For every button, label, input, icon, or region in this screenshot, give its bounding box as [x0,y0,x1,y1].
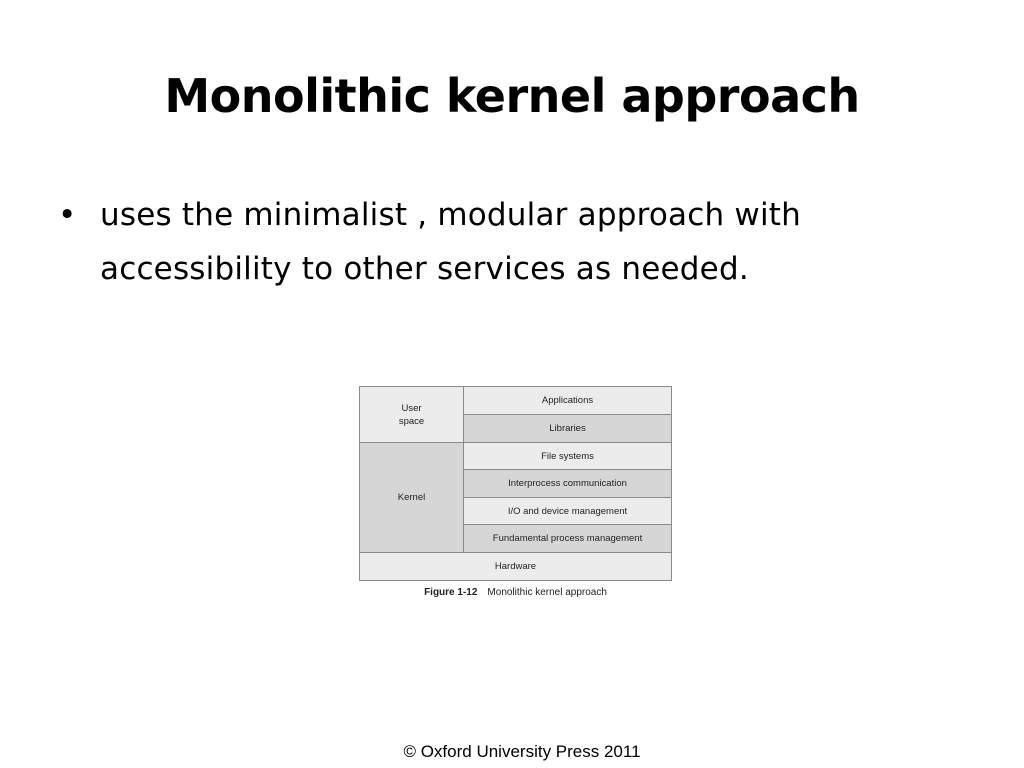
layer-interprocess-communication: Interprocess communication [464,470,671,498]
user-space-cell: User space [360,387,464,443]
copyright-footer: © Oxford University Press 2011 [403,742,641,761]
figure-caption [359,587,672,598]
slide-title: Monolithic kernel approach [164,69,860,123]
bullet-text: uses the minimalist , modular approach with accessibility to other services as needed. [100,197,801,287]
layer-hardware: Hardware [360,553,671,580]
kernel-figure [359,386,672,598]
layer-libraries: Libraries [464,415,671,443]
layer-io-device-management: I/O and device management [464,498,671,525]
kernel-diagram [359,386,672,581]
bullet-list [58,188,958,296]
layer-process-management: Fundamental process management [464,525,671,553]
caption-text: Monolithic kernel approach [487,587,607,598]
layer-applications: Applications [464,387,671,415]
bullet-item [58,188,958,296]
kernel-cell: Kernel [360,443,464,553]
bullet-icon: • [58,197,77,233]
caption-label: Figure 1-12 [424,587,478,598]
layer-file-systems: File systems [464,443,671,470]
